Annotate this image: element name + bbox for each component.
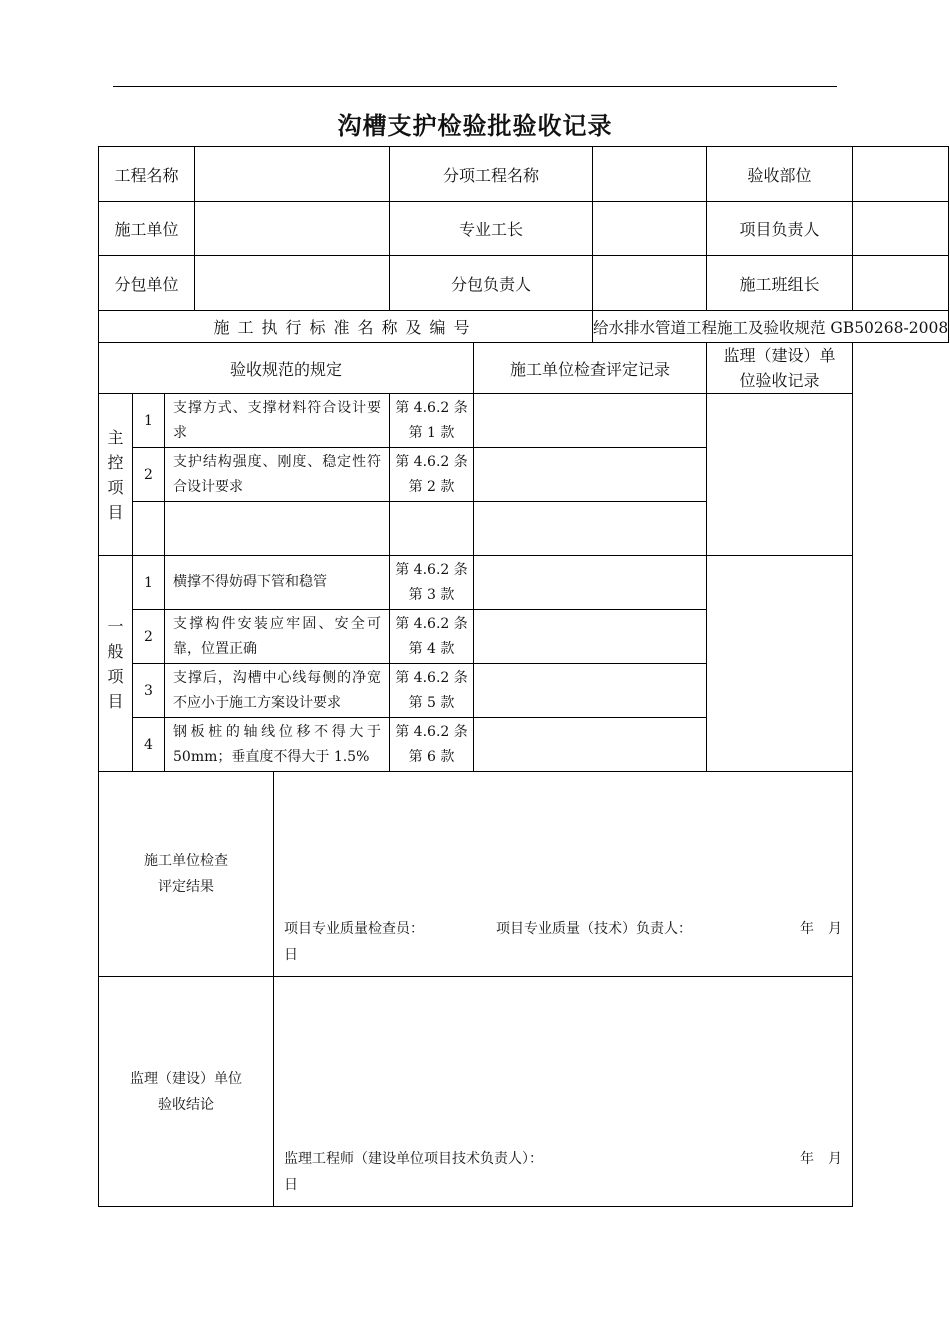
ref-clause: 第 1 款 (408, 424, 455, 441)
top-rule (113, 86, 837, 87)
general-item-text: 支撑后，沟槽中心线每侧的净宽不应小于施工方案设计要求 (165, 664, 390, 718)
main-item-check[interactable] (474, 394, 707, 448)
general-item-text: 横撑不得妨碍下管和稳管 (165, 556, 390, 610)
construction-result-label-line1: 施工单位检查 (144, 853, 228, 869)
general-item-check[interactable] (474, 664, 707, 718)
main-item-ref-empty (390, 502, 474, 556)
label-project-leader: 项目负责人 (707, 202, 853, 256)
main-control-label-text: 主 控 项 目 (107, 427, 124, 522)
ref-clause: 第 4 款 (408, 640, 455, 657)
general-item-text: 钢板桩的轴线位移不得大于 50mm；垂直度不得大于 1.5% (165, 718, 390, 772)
ref-clause: 第 2 款 (408, 478, 455, 495)
main-item-ref (390, 448, 474, 502)
ref-article: 第 4.6.2 条 (395, 669, 468, 686)
date-year-month: 年 月 (800, 1151, 842, 1167)
inspection-form-table (98, 146, 949, 1207)
general-item-ref (390, 718, 474, 772)
label-professional-foreman: 专业工长 (390, 202, 593, 256)
column-header-row (99, 343, 949, 394)
page-title: 沟槽支护检验批验收记录 (337, 111, 613, 140)
value-team-leader[interactable] (853, 256, 949, 311)
header-row-project (99, 147, 949, 202)
ref-clause: 第 3 款 (408, 586, 455, 603)
general-item-check[interactable] (474, 718, 707, 772)
col-supervision-record: 监理（建设）单位验收记录 (707, 343, 853, 394)
general-item-ref (390, 610, 474, 664)
date-year-month: 年 月 (800, 921, 842, 937)
supervision-result-label-line2: 验收结论 (158, 1096, 214, 1113)
header-row-construction (99, 202, 949, 256)
value-subcontract-unit[interactable] (195, 256, 390, 311)
value-sub-project-name[interactable] (593, 147, 707, 202)
ref-article: 第 4.6.2 条 (395, 561, 468, 578)
value-standard: 给水排水管道工程施工及验收规范 GB50268-2008 (593, 311, 949, 343)
main-item-ref (390, 394, 474, 448)
general-item-ref (390, 664, 474, 718)
main-supervision-record[interactable] (707, 394, 853, 556)
supervision-result-row (99, 977, 949, 1207)
date-day: 日 (284, 1177, 298, 1193)
main-item-check[interactable] (474, 502, 707, 556)
general-item-ref (390, 556, 474, 610)
general-item-text: 支撑构件安装应牢固、安全可靠，位置正确 (165, 610, 390, 664)
tech-leader-label: 项目专业质量（技术）负责人： (496, 921, 692, 937)
main-item-text: 支撑方式、支撑材料符合设计要求 (165, 394, 390, 448)
label-team-leader: 施工班组长 (707, 256, 853, 311)
construction-result-label (99, 772, 274, 977)
supervision-result-label (99, 977, 274, 1207)
supervision-result-label-line1: 监理（建设）单位 (130, 1070, 242, 1087)
main-item-check[interactable] (474, 448, 707, 502)
main-item-no: 1 (133, 394, 165, 448)
label-standard: 施工执行标准名称及编号 (99, 311, 593, 343)
value-project-name[interactable] (195, 147, 390, 202)
label-project-name: 工程名称 (99, 147, 195, 202)
value-subcontract-leader[interactable] (593, 256, 707, 311)
value-acceptance-part[interactable] (853, 147, 949, 202)
label-construction-unit: 施工单位 (99, 202, 195, 256)
label-acceptance-part: 验收部位 (707, 147, 853, 202)
main-row-1 (99, 394, 949, 448)
ref-article: 第 4.6.2 条 (395, 723, 468, 740)
ref-article: 第 4.6.2 条 (395, 453, 468, 470)
general-item-no: 1 (133, 556, 165, 610)
general-supervision-record[interactable] (707, 556, 853, 772)
value-professional-foreman[interactable] (593, 202, 707, 256)
general-row-1 (99, 556, 949, 610)
general-label-text: 一 般 项 目 (107, 616, 124, 711)
main-item-text-empty[interactable] (165, 502, 390, 556)
ref-clause: 第 5 款 (408, 694, 455, 711)
label-subcontract-unit: 分包单位 (99, 256, 195, 311)
construction-result-area[interactable] (274, 772, 853, 977)
main-item-no-empty (133, 502, 165, 556)
header-row-subcontract (99, 256, 949, 311)
ref-article: 第 4.6.2 条 (395, 615, 468, 632)
value-project-leader[interactable] (853, 202, 949, 256)
value-construction-unit[interactable] (195, 202, 390, 256)
general-item-no: 3 (133, 664, 165, 718)
col-spec: 验收规范的规定 (99, 343, 474, 394)
general-item-no: 4 (133, 718, 165, 772)
general-item-no: 2 (133, 610, 165, 664)
main-item-no: 2 (133, 448, 165, 502)
main-item-text: 支护结构强度、刚度、稳定性符合设计要求 (165, 448, 390, 502)
label-sub-project-name: 分项工程名称 (390, 147, 593, 202)
label-subcontract-leader: 分包负责人 (390, 256, 593, 311)
supervision-result-area[interactable] (274, 977, 853, 1207)
construction-result-row (99, 772, 949, 977)
col-check-record: 施工单位检查评定记录 (474, 343, 707, 394)
engineer-label: 监理工程师（建设单位项目技术负责人）： (284, 1151, 543, 1167)
inspector-label: 项目专业质量检查员： (284, 921, 424, 937)
general-label (99, 556, 133, 772)
ref-clause: 第 6 款 (408, 748, 455, 765)
date-day: 日 (284, 947, 298, 963)
general-item-check[interactable] (474, 610, 707, 664)
standard-row (99, 311, 949, 343)
construction-result-label-line2: 评定结果 (158, 879, 214, 895)
general-item-check[interactable] (474, 556, 707, 610)
ref-article: 第 4.6.2 条 (395, 399, 468, 416)
main-control-label (99, 394, 133, 556)
